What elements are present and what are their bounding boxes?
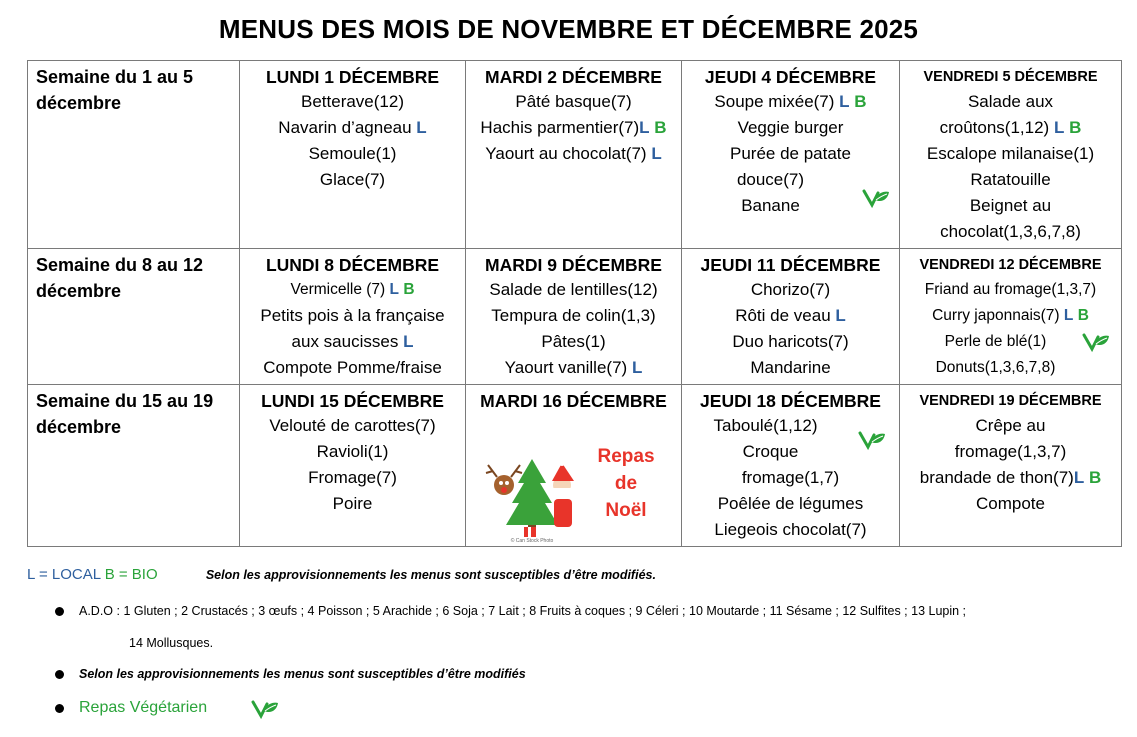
- menu-item: Croque: [742, 442, 799, 461]
- menu-item: [904, 303, 1117, 329]
- menu-item: Liegeois chocolat(7): [714, 520, 867, 539]
- bullet-dot: [55, 704, 64, 713]
- legend: [27, 566, 656, 583]
- menu-item-text: Curry japonnais(7): [932, 307, 1060, 324]
- menu-item: [470, 355, 677, 381]
- menu-item: Fromage(7): [308, 468, 397, 487]
- menu-item: fromage(1,7): [741, 468, 840, 487]
- week-label: Semaine du 8 au 12 décembre: [28, 249, 240, 385]
- day-cell: [240, 61, 466, 249]
- christmas-image: [482, 451, 582, 543]
- menu-item: Tempura de colin(1,3): [491, 306, 656, 325]
- day-title: LUNDI 8 DÉCEMBRE: [265, 255, 440, 275]
- page-title: MENUS DES MOIS DE NOVEMBRE ET DÉCEMBRE 2025: [218, 14, 919, 44]
- day-title: JEUDI 11 DÉCEMBRE: [700, 255, 881, 275]
- day-cell: [682, 249, 900, 385]
- menu-table: [27, 60, 1122, 547]
- day-title: LUNDI 15 DÉCEMBRE: [261, 391, 444, 411]
- vegetarian-leaf-icon: [250, 696, 280, 720]
- menu-item: Taboulé(1,12): [713, 416, 818, 435]
- menu-item: douce(7): [736, 170, 805, 189]
- noel-word: Noël: [605, 500, 647, 521]
- local-tag: L: [835, 306, 846, 325]
- bullet-dot: [55, 607, 64, 616]
- week-label: Semaine du 15 au 19 décembre: [28, 385, 240, 547]
- vegetarian-leaf-icon: [861, 185, 891, 209]
- menu-item: [686, 89, 895, 115]
- day-title: VENDREDI 5 DÉCEMBRE: [923, 69, 1098, 85]
- local-tag: L: [416, 118, 427, 137]
- bio-tag: B: [1088, 468, 1102, 487]
- day-cell: [240, 249, 466, 385]
- bullet-dot: [55, 670, 64, 679]
- local-tag: L: [839, 92, 850, 111]
- day-title: MARDI 2 DÉCEMBRE: [485, 67, 662, 87]
- menu-item: [470, 141, 677, 167]
- day-title: MARDI 16 DÉCEMBRE: [480, 391, 667, 411]
- day-title: JEUDI 18 DÉCEMBRE: [700, 391, 881, 411]
- menu-item: chocolat(1,3,6,7,8): [940, 222, 1081, 241]
- menu-item: Pâtes(1): [541, 332, 606, 351]
- week-row-1: [28, 61, 1122, 249]
- menu-item: Beignet au: [969, 196, 1052, 215]
- day-cell: [466, 61, 682, 249]
- bio-tag: B: [854, 92, 867, 111]
- menu-item: Perle de blé(1): [944, 333, 1047, 350]
- menu-item-text: Vermicelle (7): [290, 281, 386, 298]
- legend-local: L = LOCAL: [27, 566, 101, 583]
- menu-item: Veggie burger: [737, 118, 844, 137]
- vegetarian-leaf-icon: [857, 427, 887, 451]
- bio-tag: B: [403, 281, 415, 298]
- local-tag: L: [631, 358, 643, 377]
- day-cell: [682, 385, 900, 547]
- menu-item: Semoule(1): [308, 144, 397, 163]
- day-cell: [240, 385, 466, 547]
- legend-bio: B = BIO: [104, 566, 158, 583]
- day-title: JEUDI 4 DÉCEMBRE: [704, 67, 877, 87]
- menu-item: Crêpe au: [975, 416, 1046, 435]
- menu-item-text: brandade de thon(7): [919, 468, 1074, 487]
- allergen-list-cont: 14 Mollusques.: [129, 636, 214, 650]
- menu-item: Duo haricots(7): [732, 332, 849, 351]
- day-title: VENDREDI 19 DÉCEMBRE: [919, 393, 1102, 409]
- menu-item: Salade de lentilles(12): [489, 280, 658, 299]
- menu-item-text: Yaourt au chocolat(7): [485, 144, 647, 163]
- menu-item: Purée de patate: [730, 144, 851, 163]
- local-tag: L: [1053, 118, 1065, 137]
- menu-item: Donuts(1,3,6,7,8): [935, 359, 1056, 376]
- day-title: LUNDI 1 DÉCEMBRE: [265, 67, 440, 87]
- menu-item-text: Rôti de veau: [735, 306, 831, 325]
- local-tag: L: [651, 144, 662, 163]
- menu-item: Salade aux: [967, 92, 1054, 111]
- menu-item: Banane: [741, 196, 800, 215]
- menu-item: Petits pois à la française: [260, 306, 445, 325]
- week-row-2: [28, 249, 1122, 385]
- menu-item: [244, 329, 461, 355]
- day-cell: [466, 249, 682, 385]
- local-tag: L: [639, 118, 650, 137]
- local-tag: L: [1073, 468, 1085, 487]
- menu-item: Glace(7): [319, 170, 386, 189]
- menu-item: Escalope milanaise(1): [926, 144, 1095, 163]
- menu-item: Pâté basque(7): [515, 92, 632, 111]
- menu-item: Poire: [332, 494, 373, 513]
- day-cell: [682, 61, 900, 249]
- noel-word: de: [614, 473, 638, 494]
- menu-item-text: Navarin d’agneau: [278, 118, 412, 137]
- day-title: VENDREDI 12 DÉCEMBRE: [919, 257, 1102, 273]
- menu-item: [244, 277, 461, 303]
- day-title: MARDI 9 DÉCEMBRE: [485, 255, 662, 275]
- menu-item-text: Hachis parmentier(7): [480, 118, 640, 137]
- bio-tag: B: [1077, 307, 1089, 324]
- day-cell: [900, 385, 1122, 547]
- menu-item-text: aux saucisses: [291, 332, 399, 351]
- week-label: Semaine du 1 au 5 décembre: [28, 61, 240, 249]
- vegetarian-legend: Repas Végétarien: [79, 699, 208, 716]
- menu-item: fromage(1,3,7): [954, 442, 1067, 461]
- menu-item: Ravioli(1): [316, 442, 389, 461]
- menu-item: [244, 115, 461, 141]
- bio-tag: B: [1069, 118, 1082, 137]
- local-tag: L: [389, 281, 399, 298]
- allergen-list: A.D.O : 1 Gluten ; 2 Crustacés ; 3 œufs ; 4 Poisson ; 5 Arachide ; 6 Soja ; 7 Lait ; 8 Fruits à coques ; 9 Céleri ; 10 Moutarde ; 11 Sésame ; 12 Sulfites ; 13 Lupin ;: [79, 604, 967, 618]
- menu-item: [470, 115, 677, 141]
- menu-item: [686, 303, 895, 329]
- local-tag: L: [403, 332, 414, 351]
- menu-item: Compote Pomme/fraise: [263, 358, 442, 377]
- menu-item: Betterave(12): [301, 92, 404, 111]
- supply-note: Selon les approvisionnements les menus sont susceptibles d’être modifiés: [79, 667, 526, 681]
- menu-item: Poêlée de légumes: [717, 494, 864, 513]
- christmas-meal-label: [591, 443, 661, 524]
- menu-item: Chorizo(7): [750, 280, 831, 299]
- menu-item-text: Yaourt vanille(7): [504, 358, 628, 377]
- day-cell: [900, 249, 1122, 385]
- menu-item-text: croûtons(1,12): [939, 118, 1050, 137]
- menu-item: [904, 115, 1117, 141]
- vegetarian-leaf-icon: [1081, 329, 1111, 353]
- week-row-3: [28, 385, 1122, 547]
- noel-word: Repas: [597, 446, 655, 467]
- menu-item: Compote: [976, 494, 1045, 513]
- menu-item: Friand au fromage(1,3,7): [924, 281, 1097, 298]
- day-cell: [900, 61, 1122, 249]
- image-caption: © Can Stock Photo: [510, 538, 554, 543]
- menu-item: Velouté de carottes(7): [269, 416, 436, 435]
- menu-item: [904, 465, 1117, 491]
- legend-note: Selon les approvisionnements les menus sont susceptibles d’être modifiés.: [205, 568, 656, 582]
- menu-item: Ratatouille: [970, 170, 1051, 189]
- menu-item-text: Soupe mixée(7): [714, 92, 835, 111]
- tree-shape: [506, 459, 558, 525]
- bio-tag: B: [654, 118, 667, 137]
- local-tag: L: [1063, 307, 1074, 324]
- day-cell: [466, 385, 682, 547]
- menu-item: Mandarine: [750, 358, 831, 377]
